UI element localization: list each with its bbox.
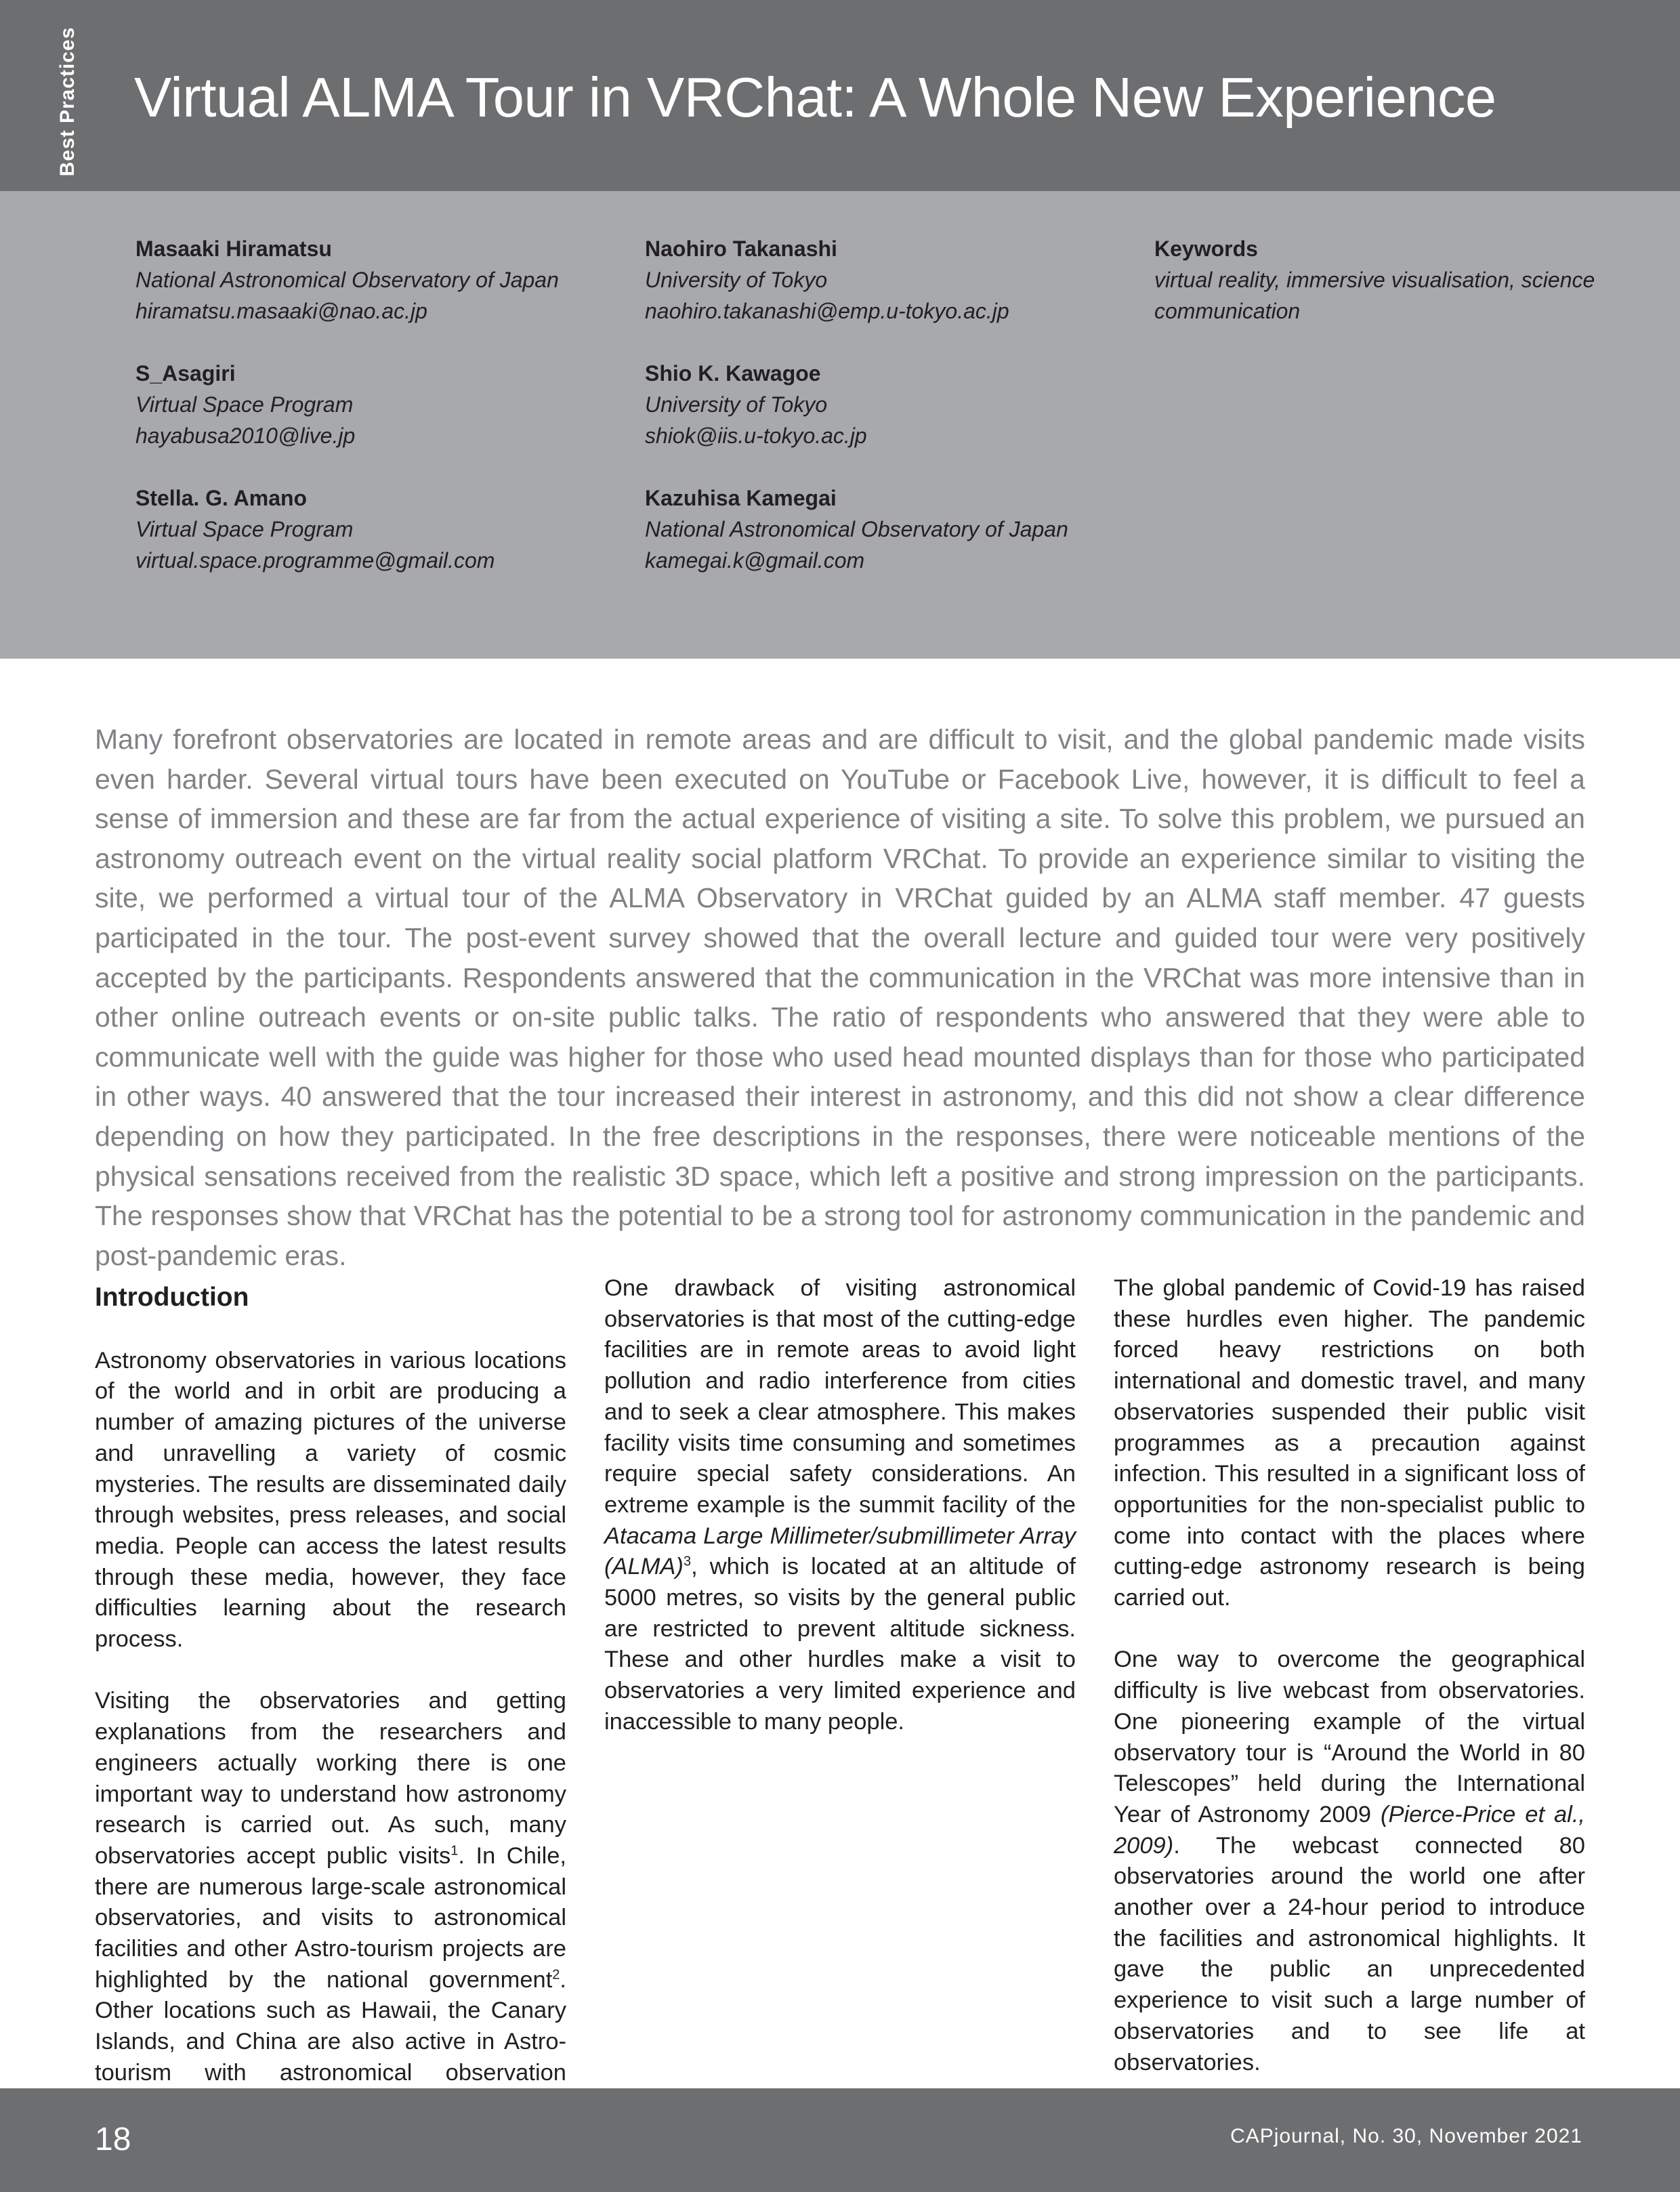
author-email[interactable]: kamegai.k@gmail.com	[645, 548, 865, 573]
footer-band	[0, 2088, 1680, 2192]
author-email[interactable]: hiramatsu.masaaki@nao.ac.jp	[135, 299, 427, 323]
paragraph	[95, 1686, 566, 2119]
author-block	[135, 233, 596, 327]
author-name: Stella. G. Amano	[135, 486, 308, 510]
keywords-heading: Keywords	[1154, 236, 1258, 261]
author-affiliation: National Astronomical Observatory of Japan	[135, 268, 559, 292]
section-label	[54, 20, 81, 183]
authors-column-2	[645, 233, 1133, 607]
author-email[interactable]: shiok@iis.u-tokyo.ac.jp	[645, 423, 867, 448]
journal-citation: CAPjournal, No. 30, November 2021	[1230, 2125, 1582, 2147]
author-name: Shio K. Kawagoe	[645, 361, 821, 386]
footnote-ref: 1	[450, 1843, 459, 1859]
page-number: 18	[95, 2122, 131, 2157]
author-affiliation: National Astronomical Observatory of Japan	[645, 517, 1068, 541]
author-affiliation: Virtual Space Program	[135, 517, 354, 541]
author-block	[135, 482, 596, 576]
author-name: S_Asagiri	[135, 361, 236, 386]
paragraph-emphasis: (Pierce-Price et al., 2009)	[1114, 1801, 1585, 1859]
paragraph: The global pandemic of Covid-19 has raised these hurdles even higher. The pandemic forced heavy restrictions on both international and domestic travel, and many observatories suspended their public visit programmes as a precaution against infection. This resulted in a significant loss of opportunities for the non-specialist public to come into contact with the places where cutting-edge astronomy research is being carried out.	[1114, 1275, 1585, 1611]
paragraph	[1114, 1645, 1585, 2078]
paragraph-text: Visiting the observatories and getting explanations from the researchers and engineers actually working there is one important way to understand how astronomy research is carried out. As such, many observatories accept public visits	[95, 1688, 566, 1869]
author-affiliation: University of Tokyo	[645, 392, 828, 417]
author-block	[645, 358, 1133, 451]
body-column-2	[604, 1273, 1076, 1769]
footnote-ref: 2	[552, 1967, 560, 1983]
paragraph-text: , which is located at an altitude of 5000 metres, so visits by the general public are restricted to prevent altitude sickness. These and other hurdles make a visit to observatories a very limited experience and inaccessible to many people.	[604, 1554, 1076, 1735]
paragraph	[604, 1273, 1076, 1738]
author-email[interactable]: virtual.space.programme@gmail.com	[135, 548, 495, 573]
paragraph: Astronomy observatories in various locations of the world and in orbit are producing a number of amazing pictures of the universe and unravelling a variety of cosmic mysteries. The results are disseminated daily through websites, press releases, and social media. People can access the latest results through these media, however, they face difficulties learning about the research process.	[95, 1347, 566, 1653]
footnote-ref: 3	[683, 1554, 692, 1569]
header-band	[0, 0, 1680, 191]
authors-column-1	[135, 233, 596, 607]
author-name: Kazuhisa Kamegai	[645, 486, 837, 510]
paragraph-text: . Other locations such as Hawaii, the Canary Islands, and China are also active in Astro-tourism with astronomical observation	[95, 1966, 566, 2086]
paragraph-text: . In Chile, there are numerous large-scale astronomical observatories, and visits to astronomical facilities and other Astro-tourism projects are highlighted by the national government	[95, 1842, 567, 1993]
authors-band	[0, 191, 1680, 659]
paragraph-text: One way to overcome the geographical difficulty is live webcast from observatories. One pioneering example of the virtual observatory tour is “Around the World in 80 Telescopes” held during the International Year of Astronomy 2009	[1114, 1647, 1585, 1827]
author-affiliation: University of Tokyo	[645, 268, 828, 292]
section-heading: Introduction	[95, 1283, 249, 1312]
author-block	[645, 233, 1133, 327]
body-column-1	[95, 1281, 566, 2151]
paragraph-text: One drawback of visiting astronomical observatories is that most of the cutting-edge facilities are in remote areas to avoid light pollution and radio interference from cities and to seek a clear atmosphere. This makes facility visits time consuming and sometimes require special safety considerations. An extreme example is the summit facility of the	[604, 1275, 1076, 1518]
abstract: Many forefront observatories are located in remote areas and are difficult to visit, and the global pandemic made visits even harder. Several virtual tours have been executed on YouTube or Facebook Live, however, it is difficult to feel a sense of immersion and these are far from the actual experience of visiting a site. To solve this problem, we pursued an astronomy outreach event on the virtual reality social platform VRChat. To provide an experience similar to visiting the site, we performed a virtual tour of the ALMA Observatory in VRChat guided by an ALMA staff member. 47 guests participated in the tour. The post-event survey showed that the overall lecture and guided tour were very positively accepted by the participants. Respondents answered that the communication in the VRChat was more intensive than in other online outreach events or on-site public talks. The ratio of respondents who answered that they were able to communicate well with the guide was higher for those who used head mounted displays than for those who participated in other ways. 40 answered that the tour increased their interest in astronomy, and this did not show a clear difference depending on how they participated. In the free descriptions in the responses, there were noticeable mentions of the physical sensations received from the realistic 3D space, which left a positive and strong impression on the participants. The responses show that VRChat has the potential to be a strong tool for astronomy communication in the pandemic and post-pandemic eras.	[95, 724, 1585, 1271]
author-name: Naohiro Takanashi	[645, 236, 837, 261]
paragraph-text: . The webcast connected 80 observatories around the world one after another over a 24-hour period to introduce the facilities and astronomical highlights. It gave the public an unprecedented experience to visit such a large number of observatories and to see life at observatories.	[1114, 1832, 1585, 2075]
keywords-text: virtual reality, immersive visualisation, science communication	[1154, 268, 1595, 323]
author-email[interactable]: hayabusa2010@live.jp	[135, 423, 356, 448]
keywords-column	[1154, 233, 1642, 327]
body-column-3	[1114, 1273, 1585, 2109]
section-label-text: Best Practices	[56, 26, 79, 177]
author-email[interactable]: naohiro.takanashi@emp.u-tokyo.ac.jp	[645, 299, 1009, 323]
article-title: Virtual ALMA Tour in VRChat: A Whole New Experience	[134, 66, 1496, 129]
author-name: Masaaki Hiramatsu	[135, 236, 332, 261]
author-block	[645, 482, 1133, 576]
author-affiliation: Virtual Space Program	[135, 392, 354, 417]
paragraph-emphasis: Atacama Large Millimeter/submillimeter Array (ALMA)	[604, 1523, 1076, 1580]
author-block	[135, 358, 596, 451]
